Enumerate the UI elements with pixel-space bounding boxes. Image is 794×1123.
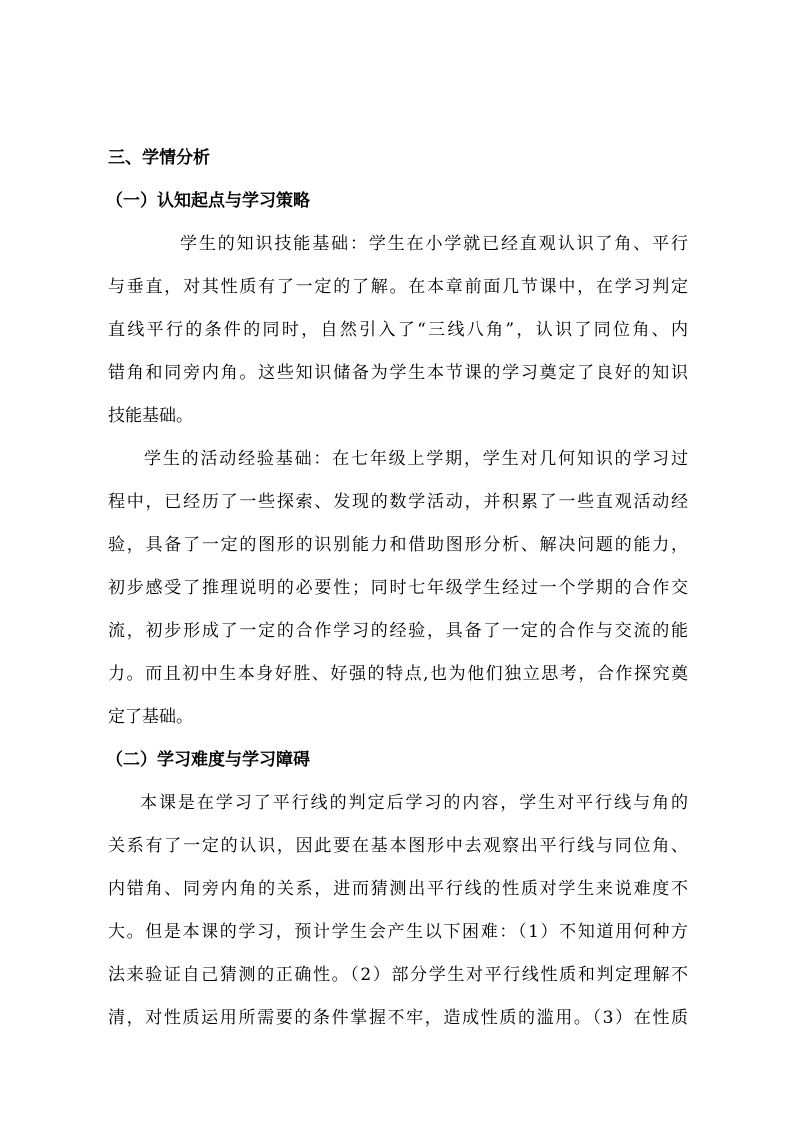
paragraph-2-line: 学生的活动经验基础：在七年级上学期，学生对几何知识的学习过 <box>144 449 688 469</box>
paragraph-1-line: 直线平行的条件的同时，自然引入了“三线八角”，认识了同位角、内 <box>108 320 688 340</box>
paragraph-1-line: 与垂直，对其性质有了一定的了解。在本章前面几节课中，在学习判定 <box>108 277 688 297</box>
paragraph-2-line: 定了基础。 <box>108 707 193 727</box>
paragraph-2-line: 力。而且初中生本身好胜、好强的特点,也为他们独立思考，合作探究奠 <box>108 664 688 684</box>
paragraph-1-line: 技能基础。 <box>108 406 193 426</box>
paragraph-2-line: 验，具备了一定的图形的识别能力和借助图形分析、解决问题的能力， <box>108 535 688 555</box>
subsection-2-title: （二）学习难度与学习障碍 <box>106 750 310 770</box>
paragraph-2-line: 初步感受了推理说明的必要性；同时七年级学生经过一个学期的合作交 <box>108 578 688 598</box>
paragraph-3-line: 法来验证自己猜测的正确性。（2）部分学生对平行线性质和判定理解不 <box>108 965 688 985</box>
paragraph-1-line: 学生的知识技能基础：学生在小学就已经直观认识了角、平行 <box>180 234 688 254</box>
paragraph-1-line: 错角和同旁内角。这些知识储备为学生本节课的学习奠定了良好的知识 <box>108 363 688 383</box>
subsection-1-title: （一）认知起点与学习策略 <box>106 191 310 211</box>
paragraph-3-line: 关系有了一定的认识，因此要在基本图形中去观察出平行线与同位角、 <box>108 836 688 856</box>
paragraph-3-line: 清，对性质运用所需要的条件掌握不牢，造成性质的滥用。（3）在性质 <box>108 1008 688 1028</box>
paragraph-2-line: 程中，已经历了一些探索、发现的数学活动，并积累了一些直观活动经 <box>108 492 688 512</box>
section-title: 三、学情分析 <box>108 148 210 168</box>
paragraph-3-line: 内错角、同旁内角的关系，进而猜测出平行线的性质对学生来说难度不 <box>108 879 688 899</box>
paragraph-3-line: 大。但是本课的学习，预计学生会产生以下困难：（1）不知道用何种方 <box>108 922 688 942</box>
paragraph-3-line: 本课是在学习了平行线的判定后学习的内容，学生对平行线与角的 <box>140 793 688 813</box>
paragraph-2-line: 流，初步形成了一定的合作学习的经验，具备了一定的合作与交流的能 <box>108 621 688 641</box>
